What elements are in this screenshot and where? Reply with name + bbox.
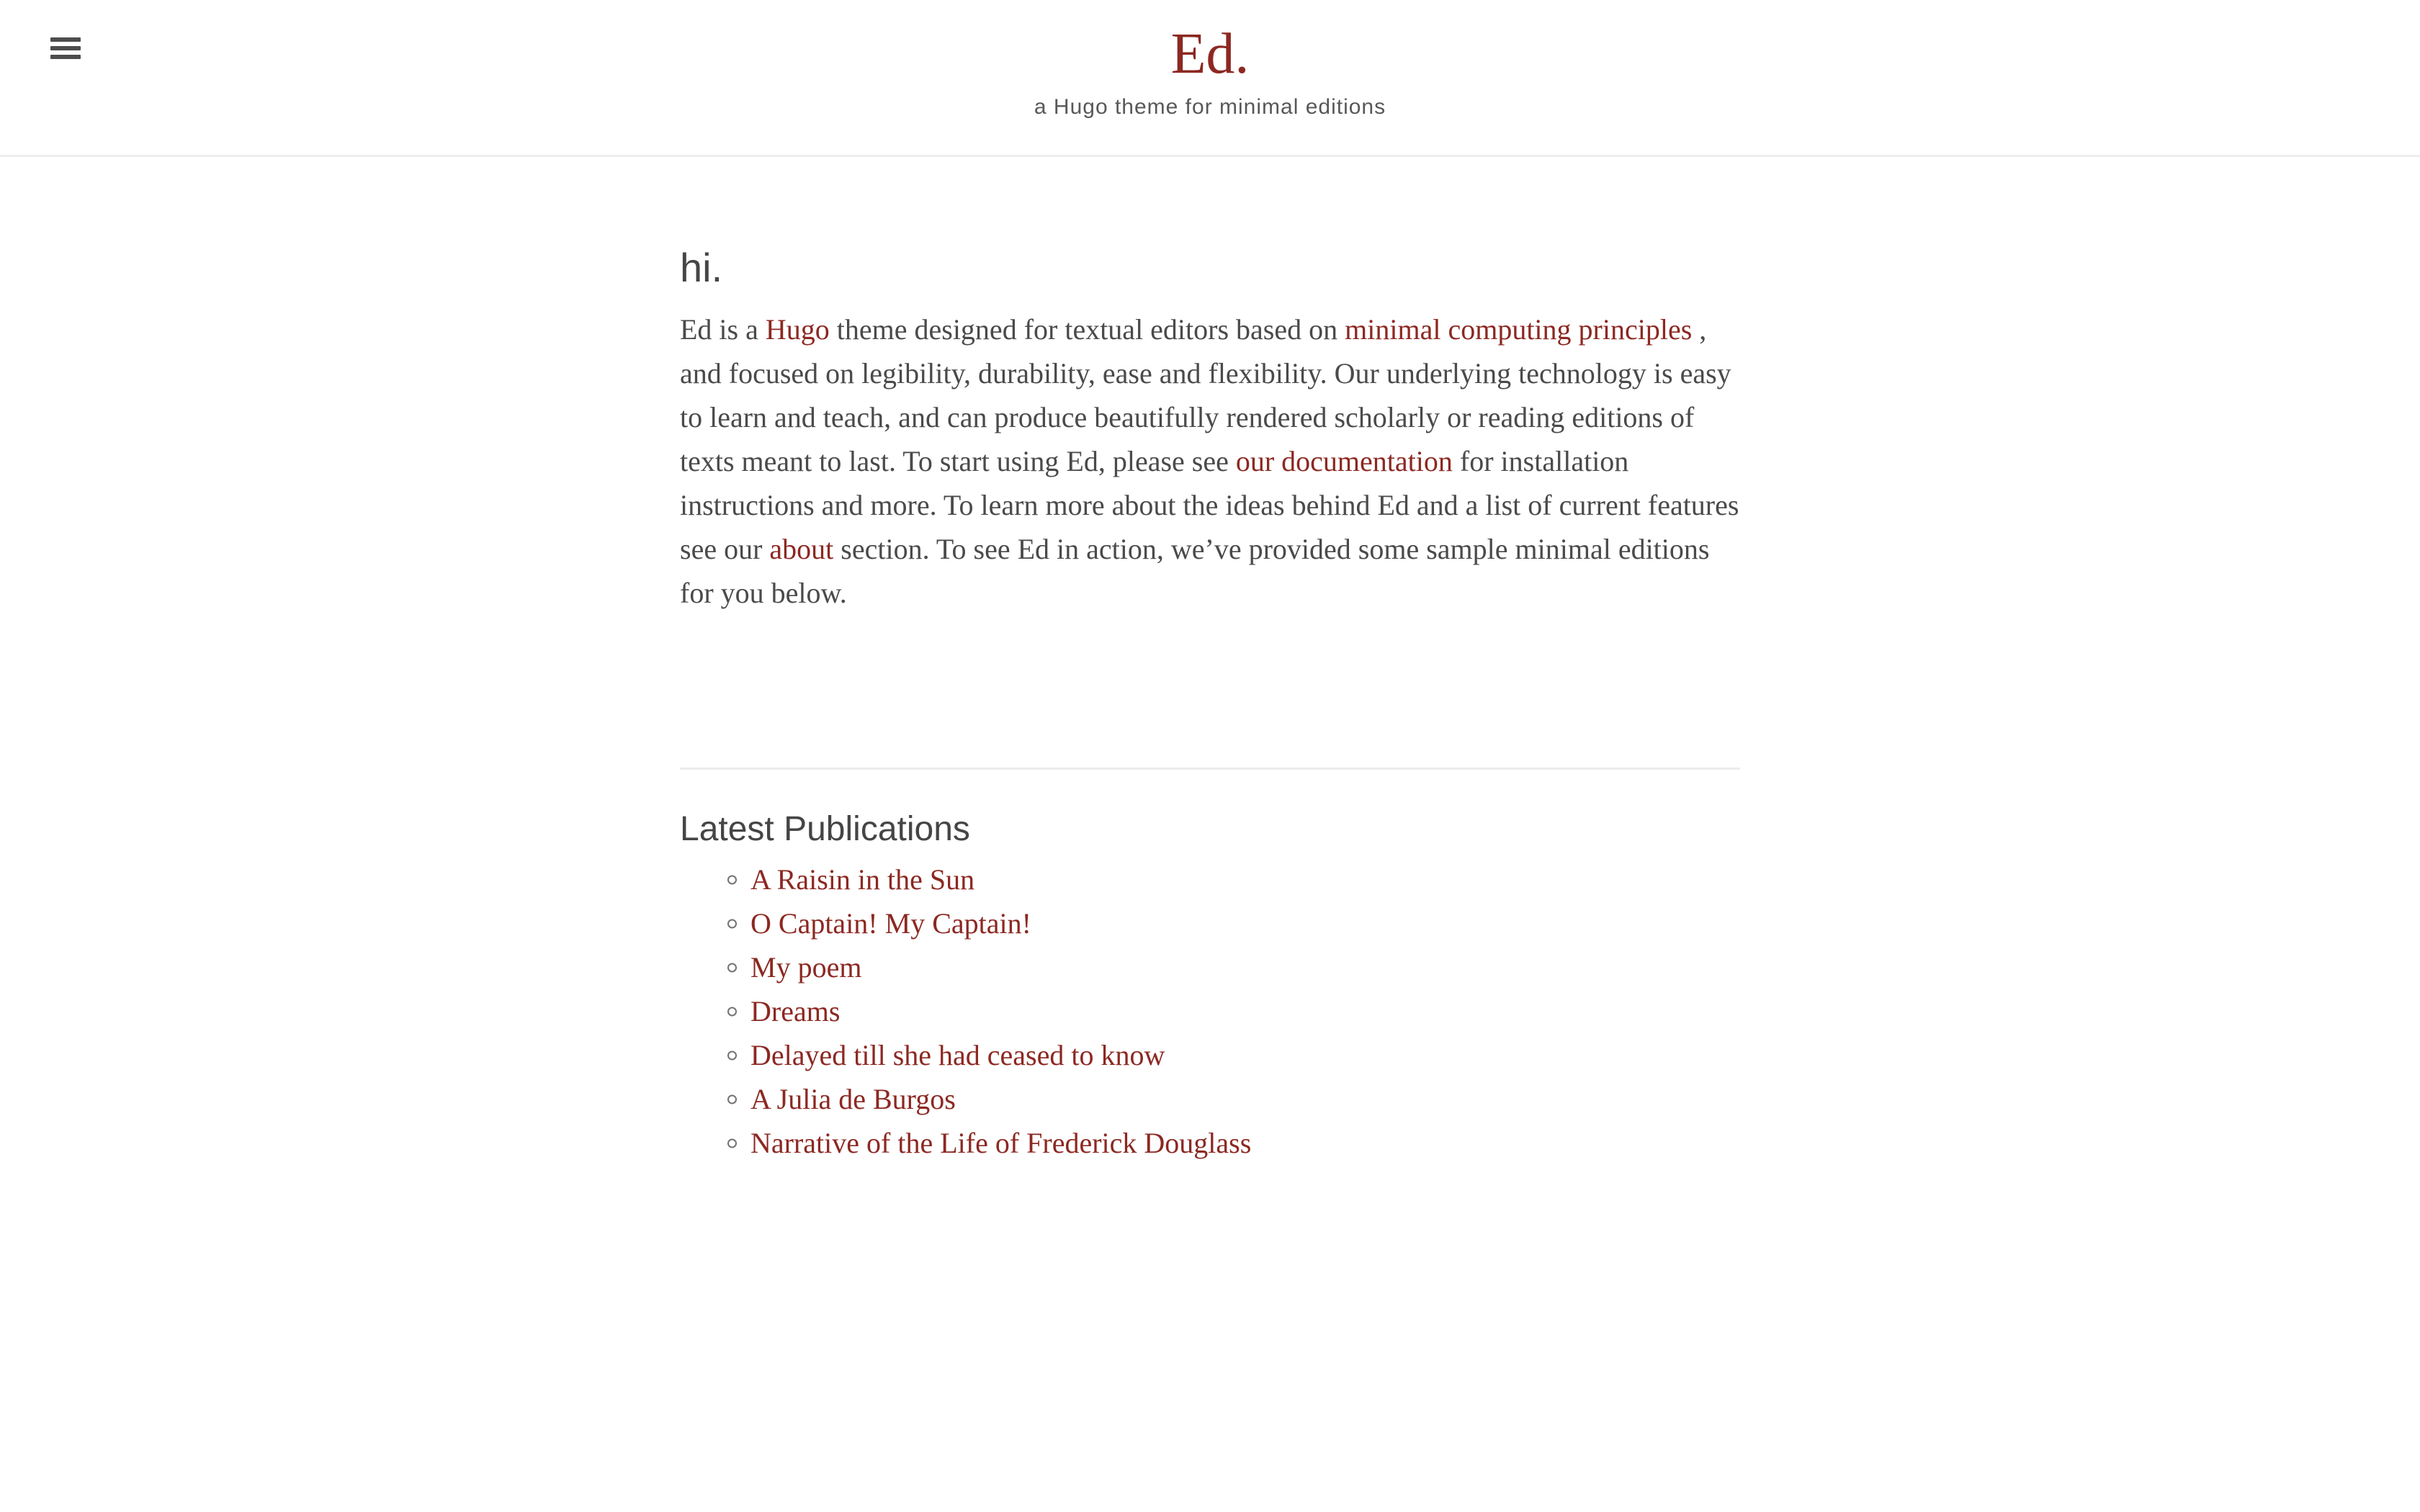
publication-item: [680, 1121, 1740, 1165]
publication-item: [680, 1077, 1740, 1121]
site-header: [0, 0, 2420, 157]
section-divider: [680, 768, 1740, 770]
intro-text: section. To see Ed in action, we’ve provided some sample minimal editions for you below.: [680, 533, 1710, 609]
publication-item: [680, 989, 1740, 1033]
publication-link[interactable]: Delayed till she had ceased to know: [750, 1039, 1165, 1071]
publication-item: [680, 1033, 1740, 1077]
publications-list: [680, 858, 1740, 1165]
intro-text: theme designed for textual editors based on: [829, 313, 1345, 346]
publication-link[interactable]: My poem: [750, 951, 862, 984]
documentation-link[interactable]: our documentation: [1235, 445, 1453, 477]
publication-link[interactable]: Narrative of the Life of Frederick Douglass: [750, 1127, 1252, 1159]
publication-link[interactable]: A Julia de Burgos: [750, 1083, 956, 1115]
intro-text: , and focused on legibility, durability, ease and flexibility. Our underlying technology is easy to learn and teach, and can produce beautifully rendered scholarly or reading editions of texts meant to last. To start using Ed, please see: [680, 313, 1731, 477]
publication-link[interactable]: O Captain! My Captain!: [750, 907, 1031, 940]
menu-button[interactable]: [50, 33, 81, 65]
intro-section: [680, 243, 1740, 615]
publication-item: [680, 858, 1740, 901]
site-title-heading: [0, 0, 2420, 84]
intro-text: for installation instructions and more. To learn more about the ideas behind Ed and a list of current features see our: [680, 445, 1739, 565]
minimal-computing-principles-link[interactable]: minimal computing principles: [1345, 313, 1693, 346]
intro-heading: hi.: [680, 245, 723, 290]
publication-link[interactable]: A Raisin in the Sun: [750, 863, 975, 896]
site-subtitle: a Hugo theme for minimal editions: [1034, 95, 1386, 119]
hugo-link[interactable]: Hugo: [765, 313, 830, 346]
site-title-link[interactable]: Ed.: [1170, 22, 1250, 86]
publications-heading: Latest Publications: [680, 810, 970, 848]
main-content: [680, 157, 1740, 1165]
intro-paragraph: [680, 307, 1740, 615]
hamburger-bar: [50, 55, 81, 59]
publication-link[interactable]: Dreams: [750, 995, 841, 1027]
publications-section: [680, 809, 1740, 1165]
publication-item: [680, 945, 1740, 989]
intro-text: Ed is a: [680, 313, 766, 346]
hamburger-bar: [50, 37, 81, 42]
about-link[interactable]: about: [769, 533, 834, 565]
hamburger-bar: [50, 46, 81, 50]
publication-item: [680, 901, 1740, 945]
